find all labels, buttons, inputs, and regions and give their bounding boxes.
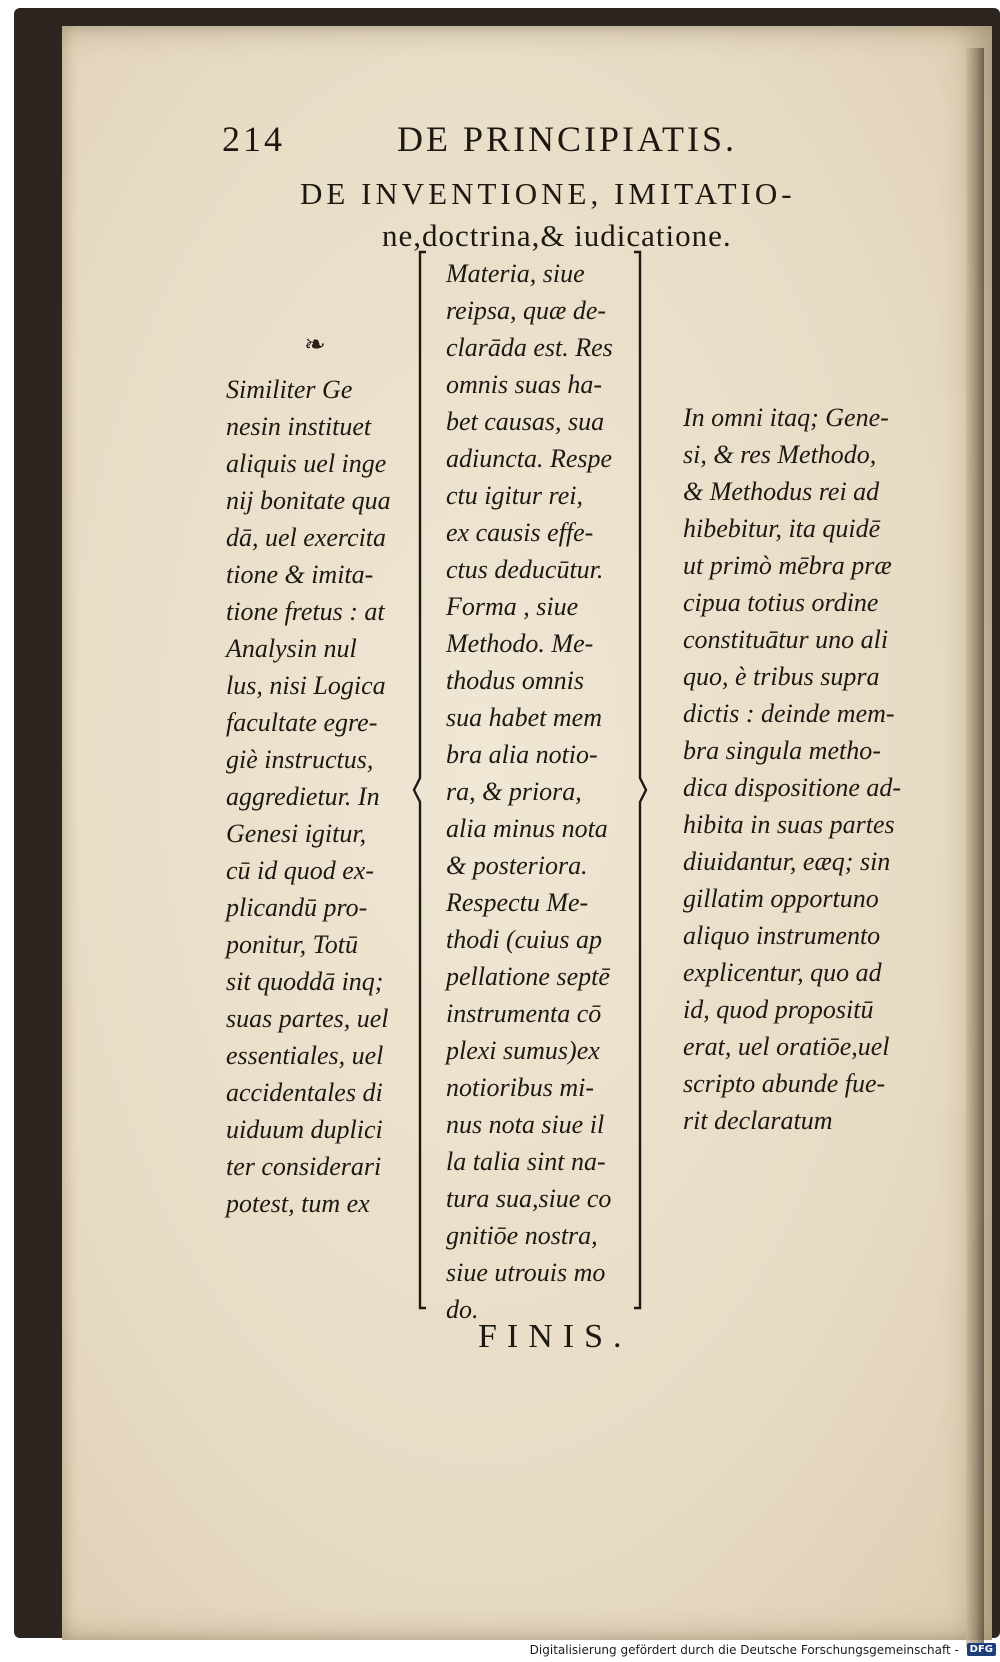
text-line: essentiales, uel [226,1041,384,1070]
funding-credit: Digitalisierung gefördert durch die Deutsche Forschungsgemeinschaft - [529,1642,959,1657]
text-line: clarāda est. Res [446,333,613,362]
dfg-logo: DFG [967,1643,996,1656]
text-line: nij bonitate qua [226,486,391,515]
text-line: nesin instituet [226,412,372,441]
text-line: plicandū pro- [226,893,368,922]
left-column-text [226,371,391,1222]
text-line: potest, tum ex [226,1189,370,1218]
text-line: bra singula metho- [683,736,881,765]
section-title-line-2: ne,doctrina,& iudicatione. [382,218,732,253]
right-column-text [683,399,901,1139]
text-line: & posteriora. [446,851,588,880]
text-line: nus nota siue il [446,1110,605,1139]
text-line: quo, è tribus supra [683,662,880,691]
text-line: uiduum duplici [226,1115,383,1144]
text-line: constituātur uno ali [683,625,889,654]
text-line: pellatione septē [446,962,610,991]
text-line: Materia, siue [446,259,585,288]
section-title-line-1: DE INVENTIONE, IMITATIO- [300,176,796,211]
text-line: dictis : deinde mem- [683,699,895,728]
digitization-footer [0,1642,1000,1662]
text-line: Genesi igitur, [226,819,367,848]
text-line: scripto abunde fue- [683,1069,886,1098]
middle-column-text [446,255,613,1328]
text-line: dica dispositione ad- [683,773,902,802]
text-line: thodus omnis [446,666,584,695]
text-line: aliquis uel inge [226,449,387,478]
text-line: rit declaratum [683,1106,833,1135]
text-line: Forma , siue [446,592,579,621]
text-line: facultate egre- [226,708,378,737]
text-line: dā, uel exercita [226,523,387,552]
text-line: tione & imita- [226,560,374,589]
text-line: diuidantur, eæq; sin [683,847,891,876]
text-line: si, & res Methodo, [683,440,877,469]
running-head [222,118,737,160]
text-line: ponitur, Totū [226,930,358,959]
text-line: erat, uel oratiōe,uel [683,1032,890,1061]
text-line: tura sua,siue co [446,1184,612,1213]
text-line: adiuncta. Respe [446,444,613,473]
finis-colophon: FINIS. [478,1318,632,1355]
page-number: 214 [222,119,285,159]
text-line: Similiter Ge [226,375,353,404]
text-line: cipua totius ordine [683,588,879,617]
text-line: la talia sint na- [446,1147,606,1176]
text-line: In omni itaq; Gene- [683,403,889,432]
text-line: bet causas, sua [446,407,605,436]
text-line: notioribus mi- [446,1073,595,1102]
text-line: ut primò mēbra præ [683,551,892,580]
text-line: cū id quod ex- [226,856,375,885]
text-line: omnis suas ha- [446,370,603,399]
text-line: ter considerari [226,1152,382,1181]
text-line: hibita in suas partes [683,810,895,839]
text-line: aggredietur. In [226,782,380,811]
text-line: do. [446,1295,479,1324]
text-line: explicentur, quo ad [683,958,882,987]
text-line: plexi sumus)ex [446,1036,600,1065]
text-line: tione fretus : at [226,597,385,626]
text-line: ex causis effe- [446,518,594,547]
text-line: giè instructus, [226,745,374,774]
text-line: accidentales di [226,1078,383,1107]
text-line: thodi (cuius ap [446,925,602,954]
text-line: aliquo instrumento [683,921,881,950]
text-line: Analysin nul [226,634,357,663]
text-line: Methodo. Me- [446,629,594,658]
text-line: sit quoddā inq; [226,967,384,996]
text-line: gillatim opportuno [683,884,879,913]
text-line: ctu igitur rei, [446,481,583,510]
text-line: lus, nisi Logica [226,671,386,700]
page-edge-shadow [966,48,984,1648]
text-line: & Methodus rei ad [683,477,880,506]
text-line: suas partes, uel [226,1004,389,1033]
text-line: reipsa, quæ de- [446,296,607,325]
text-line: hibebitur, ita quidē [683,514,881,543]
text-line: ra, & priora, [446,777,582,806]
text-line: id, quod propositū [683,995,874,1024]
running-title: DE PRINCIPIATIS. [397,119,738,159]
right-brace [628,248,658,1318]
text-line: instrumenta cō [446,999,602,1028]
text-line: alia minus nota [446,814,608,843]
text-line: ctus deducūtur. [446,555,604,584]
text-line: gnitiōe nostra, [446,1221,598,1250]
text-line: sua habet mem [446,703,602,732]
text-line: bra alia notio- [446,740,598,769]
text-line: Respectu Me- [446,888,589,917]
text-line: siue utrouis mo [446,1258,606,1287]
left-brace [412,248,442,1318]
fleuron-ornament: ❧ [304,330,326,360]
